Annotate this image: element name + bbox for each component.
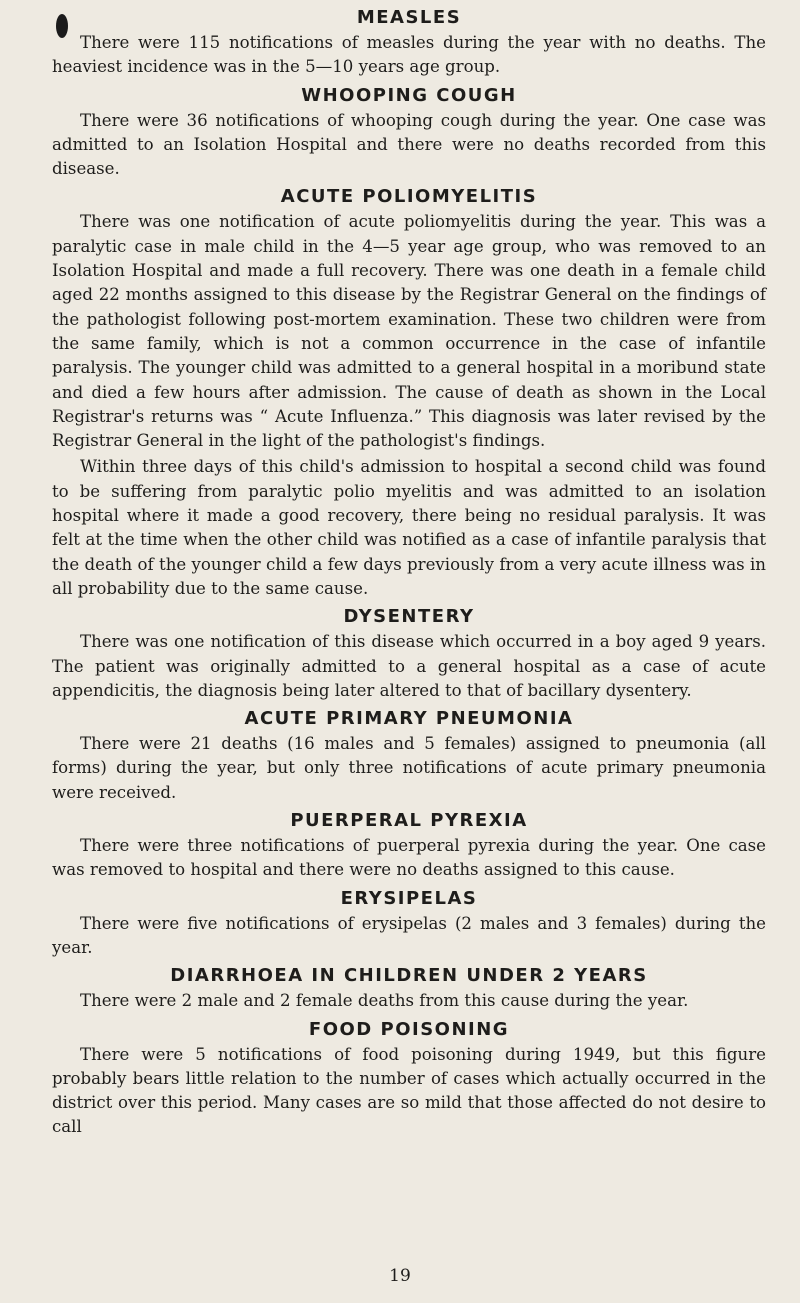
paragraph-pneumonia: There were 21 deaths (16 males and 5 females) assigned to pneumonia (all forms) during the year, but only three notifications of acute primary pneumonia were received. — [52, 734, 766, 802]
heading-acute-poliomyelitis: ACUTE POLIOMYELITIS — [280, 186, 538, 208]
paragraph-poliomyelitis-1: There was one notification of acute poliomyelitis during the year. This was a paralytic case in male child in the 4—5 year age group, who was removed to an Isolation Hospital and made a full recovery. There was one death in a female child aged 22 months assigned to this disease by the Registrar General on the findings of the pathologist following post-mortem examination. These two children were from the same family, which is not a common occurrence in the case of infantile paralysis. The younger child was admitted to a general hospital in a moribund state and died a few hours after admission. The cause of death as shown in the Local Registrar's returns was “ Acute Influenza.” This diagnosis was later revised by the Registrar General in the light of the pathologist's findings. — [52, 212, 766, 451]
heading-acute-primary-pneumonia: ACUTE PRIMARY PNEUMONIA — [244, 708, 574, 730]
paragraph-measles: There were 115 notifications of measles during the year with no deaths. The heaviest incidence was in the 5—10 years age group. — [52, 33, 766, 77]
paragraph-dysentery: There was one notification of this disease which occurred in a boy aged 9 years. The patient was originally admitted to a general hospital as a case of acute appendicitis, the diagnosis being later altered to that of bacillary dysentery. — [52, 632, 766, 700]
paragraph-whooping-cough: There were 36 notifications of whooping cough during the year. One case was admitted to an Isolation Hospital and there were no deaths recorded from this disease. — [52, 110, 766, 179]
paragraph-puerperal-pyrexia: There were three notifications of puerperal pyrexia during the year. One case was removed to hospital and there were no deaths assigned to this cause. — [52, 836, 766, 880]
heading-dysentery: DYSENTERY — [343, 606, 475, 628]
heading-measles: MEASLES — [356, 7, 462, 28]
paragraph-poliomyelitis-2: Within three days of this child's admission to hospital a second child was found to be suffering from paralytic polio myelitis and was admitted to an isolation hospital where it made a good recovery, there being no residual paralysis. It was felt at the time when the other child was notified as a case of infantile paralysis that the death of the younger child a few days previously from a very acute illness was in all probability due to the same cause. — [52, 457, 766, 598]
heading-puerperal-pyrexia: PUERPERAL PYREXIA — [290, 810, 528, 832]
paragraph-food-poisoning: There were 5 notifications of food poisoning during 1949, but this figure probably bears little relation to the number of cases which actually occurred in the district over this period. Many cases are so mild that those affected do not desire to call — [52, 1044, 766, 1137]
heading-erysipelas: ERYSIPELAS — [340, 887, 478, 909]
heading-diarrhoea: DIARRHOEA IN CHILDREN UNDER 2 YEARS — [170, 965, 648, 987]
paragraph-diarrhoea: There were 2 male and 2 female deaths from this cause during the year. — [80, 991, 689, 1011]
heading-food-poisoning: FOOD POISONING — [308, 1018, 510, 1040]
paragraph-erysipelas: There were five notifications of erysipelas (2 males and 3 females) during the year. — [52, 913, 766, 957]
page-number: 19 — [389, 1266, 411, 1286]
heading-whooping-cough: WHOOPING COUGH — [301, 84, 517, 106]
